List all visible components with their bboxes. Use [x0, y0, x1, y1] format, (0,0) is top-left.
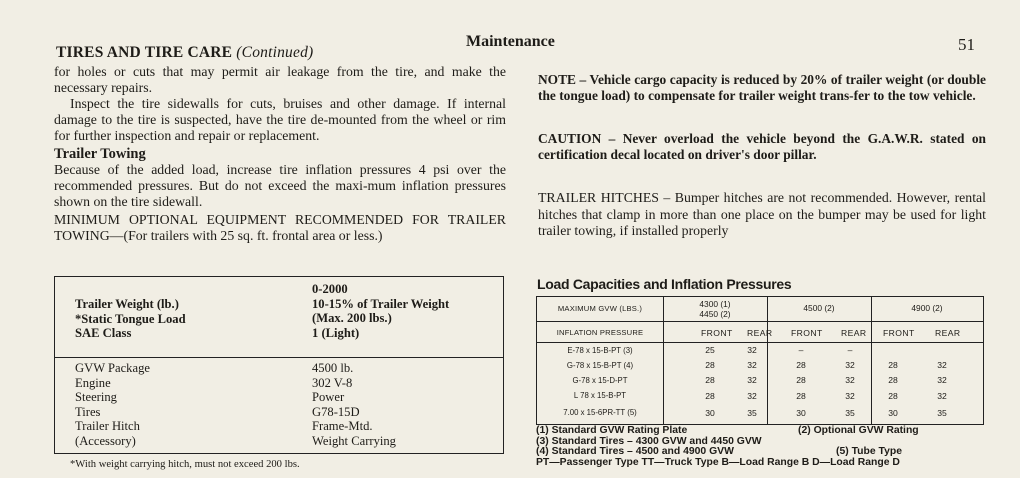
front-header: FRONT [701, 328, 733, 338]
gvw-col-3: 4900 (2) [911, 303, 943, 313]
pressure-cell: 32 [937, 360, 947, 370]
trailer-towing-heading: Trailer Towing [54, 145, 146, 162]
pressure-cell: 35 [845, 408, 855, 418]
equipment-value: 1 (Light) [312, 326, 360, 341]
heading-continued: (Continued) [236, 44, 314, 61]
note-3: (3) Standard Tires – 4300 GVW and 4450 GVW [536, 435, 762, 447]
equipment-value: 0-2000 [312, 282, 348, 296]
rear-header: REAR [935, 328, 961, 338]
row-divider [537, 321, 983, 322]
equipment-value: Weight Carrying [312, 433, 396, 448]
pressure-cell: 30 [796, 408, 806, 418]
tire-size: G-78 x 15-B-PT (4) [566, 361, 634, 370]
pressure-cell: 30 [888, 408, 898, 418]
equipment-label: Engine [75, 375, 111, 390]
heading-text: TIRES AND TIRE CARE [56, 44, 233, 61]
rear-header: REAR [841, 328, 867, 338]
rear-header: REAR [747, 328, 773, 338]
pressure-cell: 32 [747, 375, 757, 385]
pressure-cell: 32 [845, 391, 855, 401]
equipment-value: (Max. 200 lbs.) [312, 311, 392, 326]
section-title: Maintenance [466, 33, 555, 50]
note-line [536, 458, 900, 469]
pressure-cell: 28 [888, 360, 898, 370]
column-divider [767, 297, 768, 424]
right-column [538, 72, 986, 240]
equipment-value: 10-15% of Trailer Weight [312, 296, 450, 311]
pressure-cell: 25 [705, 345, 715, 355]
equipment-value: 302 V-8 [312, 375, 353, 390]
equipment-label: Trailer Hitch [75, 419, 140, 434]
equipment-value: Frame-Mtd. [312, 419, 373, 434]
equipment-value: G78-15D [312, 404, 360, 419]
equipment-label: Trailer Weight (lb.) [75, 297, 179, 311]
equipment-label: GVW Package [75, 361, 150, 375]
paragraph-sidewalls: Inspect the tire sidewalls for cuts, bruises and other damage. If internal damage to the tire is suspected, have the tire de-mounted from the wheel or rim for further inspection and repair or replacement. [54, 95, 506, 143]
hitches-paragraph: TRAILER HITCHES – Bumper hitches are not recommended. However, rental hitches that clamp in more than one place on the bumper may be used for light trailer towing, if installed properly [538, 190, 986, 239]
note-6: PT—Passenger Type TT—Truck Type B—Load Range B D—Load Range D [536, 456, 900, 468]
note-2: (2) Optional GVW Rating [798, 425, 919, 436]
note-paragraph: NOTE – Vehicle cargo capacity is reduced by 20% of trailer weight (or double the tongue load) to compensate for trailer weight trans-fer to the tow vehicle. [538, 72, 986, 103]
page-number: 51 [958, 35, 975, 54]
gvw-label: MAXIMUM GVW (LBS.) [557, 304, 643, 313]
pressure-cell: 35 [747, 408, 757, 418]
left-column [54, 64, 506, 244]
section-heading [56, 44, 313, 62]
equipment-footnote: *With weight carrying hitch, must not exceed 200 lbs. [70, 459, 300, 470]
pressure-cell: 30 [705, 408, 715, 418]
tire-size: G-78 x 15-D-PT [572, 376, 628, 385]
tire-size: E-78 x 15-B-PT (3) [567, 346, 633, 355]
pressure-cell: 28 [888, 391, 898, 401]
front-header: FRONT [883, 328, 915, 338]
pressure-cell: 28 [705, 375, 715, 385]
equipment-label: Steering [75, 390, 117, 405]
equipment-label: *Static Tongue Load [75, 311, 186, 326]
caution-paragraph: CAUTION – Never overload the vehicle beyond the G.A.W.R. stated on certification decal located on driver's door pillar. [538, 131, 986, 162]
note-1: (1) Standard GVW Rating Plate [536, 425, 688, 436]
equipment-bottom-labels [75, 361, 150, 449]
pressure-cell: 35 [937, 408, 947, 418]
pressure-cell: 28 [796, 360, 806, 370]
equipment-table [54, 276, 504, 454]
pressure-cell: 32 [747, 391, 757, 401]
equipment-heading: MINIMUM OPTIONAL EQUIPMENT RECOMMENDED FOR TRAILER TOWING—(For trailers with 25 sq. ft. frontal area or less.) [54, 212, 506, 244]
equipment-label: SAE Class [75, 326, 132, 341]
pressure-cell: 32 [747, 345, 757, 355]
pressure-label: INFLATION PRESSURE [556, 328, 644, 337]
note-4: (4) Standard Tires – 4500 and 4900 GVW [536, 446, 734, 458]
equipment-top-labels [75, 297, 186, 341]
tire-size: L 78 x 15-B-PT [573, 391, 627, 400]
pressure-cell: 28 [705, 360, 715, 370]
paragraph-inflation: Because of the added load, increase tire inflation pressures 4 psi over the recommended pressures. But do not exceed the maxi-mum inflation pressures shown on the tire sidewall. [54, 162, 506, 210]
pressure-cell: 32 [747, 360, 757, 370]
pressure-cell: 32 [937, 375, 947, 385]
pressure-cell: 32 [845, 360, 855, 370]
pressure-cell: 28 [888, 375, 898, 385]
equipment-value: Power [312, 390, 345, 405]
pressure-cell: 32 [937, 391, 947, 401]
equipment-label: (Accessory) [75, 433, 136, 448]
load-table-title: Load Capacities and Inflation Pressures [537, 276, 792, 292]
pressure-cell: – [798, 345, 804, 355]
load-table-notes [536, 425, 919, 468]
pressure-cell: 28 [796, 375, 806, 385]
pressure-cell: 28 [705, 391, 715, 401]
note-5: (5) Tube Type [836, 446, 903, 458]
load-capacity-table [536, 296, 984, 425]
front-header: FRONT [791, 328, 823, 338]
equipment-label: Tires [75, 404, 101, 419]
pressure-cell: 28 [796, 391, 806, 401]
tire-size: 7.00 x 15-6PR-TT (5) [563, 408, 637, 417]
equipment-divider [55, 357, 503, 358]
gvw-col-2: 4500 (2) [803, 303, 835, 313]
row-divider [537, 342, 983, 343]
gvw-col-1b: 4450 (2) [699, 309, 731, 319]
paragraph-holes: for holes or cuts that may permit air leakage from the tire, and make the necessary repairs. [54, 64, 506, 95]
gvw-col-1a: 4300 (1) [699, 299, 731, 309]
pressure-cell: – [847, 345, 853, 355]
column-divider [871, 297, 872, 424]
equipment-bottom-values [312, 361, 396, 449]
equipment-value: 4500 lb. [312, 361, 354, 375]
equipment-top-values [312, 282, 449, 341]
pressure-cell: 32 [845, 375, 855, 385]
